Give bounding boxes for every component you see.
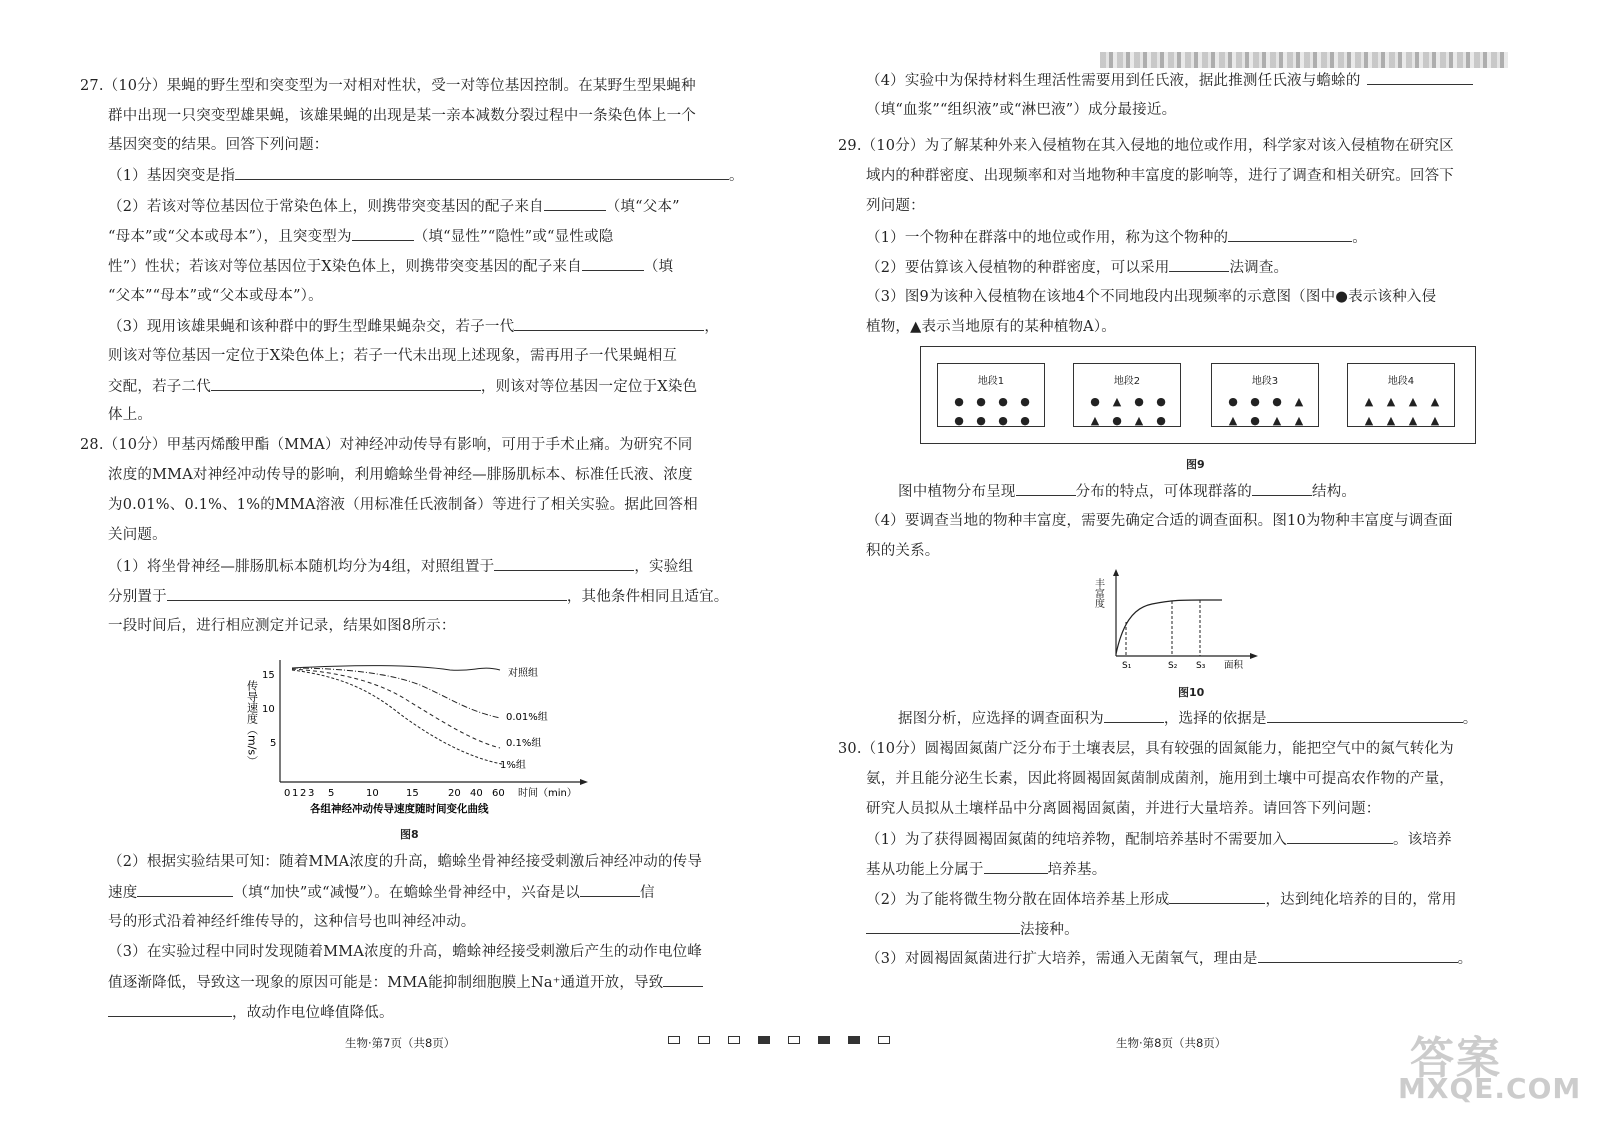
q27-sub3-line2: 则该对等位基因一定位于X染色体上；若子一代未出现上述现象，需再用子一代果蝇相互: [108, 348, 678, 364]
answer-blank[interactable]: [1104, 708, 1164, 723]
answer-blank[interactable]: [1267, 708, 1463, 723]
q28-stem-line1: 28.（10分）甲基丙烯酸甲酯（MMA）对神经冲动传导有影响，可用于手术止痛。为研究不同: [80, 437, 693, 453]
answer-blank[interactable]: [580, 882, 640, 897]
q30-sub1-end2: 培养基。: [1047, 862, 1107, 878]
native-plant-triangle: ▲: [1228, 414, 1238, 427]
q30-sub1-text1: （1）为了获得圆褐固氮菌的纯培养物，配制培养基时不需要加入: [866, 832, 1288, 848]
fig8-ytick: 5: [270, 738, 277, 749]
answer-blank[interactable]: [235, 165, 729, 180]
fig8-xtick: 10: [366, 788, 379, 799]
q27-sub3-line1: [108, 316, 719, 337]
q27-sub2-end2: （填“显性”“隐性”或“显性或隐: [413, 229, 614, 245]
q27-sub3-end3: ，则该对等位基因一定位于X染色: [480, 379, 698, 395]
native-plant-triangle: ▲: [1408, 414, 1418, 427]
answer-blank[interactable]: [494, 556, 634, 571]
invasive-plant-dot: ●: [1020, 395, 1030, 408]
q30-sub3: [866, 948, 1472, 969]
q28-sub3-line3: [108, 1002, 394, 1023]
q27-stem-line2: 群中出现一只突变型雄果蝇，该雄果蝇的出现是某一亲本减数分裂过程中一条染色体上一个: [108, 108, 696, 124]
q28-sub4-line2: （填“血浆”“组织液”或“淋巴液”）成分最接近。: [866, 102, 1177, 118]
fig8-xtick: 3: [308, 788, 315, 799]
q29-sub4-line2: 积的关系。: [866, 543, 940, 559]
invasive-plant-dot: ●: [1156, 414, 1166, 427]
q29-sub3-line3: [898, 481, 1356, 502]
q28-sub3-end3: ，故动作电位峰值降低。: [232, 1005, 394, 1021]
native-plant-triangle: ▲: [1134, 414, 1144, 427]
figure-9: [920, 346, 1476, 444]
q29-sub4-mid3: ，选择的依据是: [1163, 711, 1267, 727]
q30-sub1-line1: [866, 829, 1452, 850]
q29-sub1-end: 。: [1352, 230, 1367, 246]
native-plant-triangle: ▲: [1430, 395, 1440, 408]
q27-sub2-text3: 性”）性状；若该对等位基因位于X染色体上，则携带突变基因的配子来自: [108, 259, 582, 275]
q29-sub3-text3: 图中植物分布呈现: [898, 484, 1016, 500]
page-marker: [728, 1036, 740, 1044]
q27-sub2-text2: “母本”或“父本或母本”），且突变型为: [108, 229, 352, 245]
fig8-label: 图8: [400, 828, 419, 841]
invasive-plant-dot: ●: [1228, 395, 1238, 408]
page-footer-8: 生物·第8页（共8页）: [1116, 1036, 1227, 1050]
q29-stem-line2: 域内的种群密度、出现频率和对当地物种丰富度的影响等，进行了调查和相关研究。回答下: [866, 168, 1454, 184]
q27-sub2-end3: （填: [643, 259, 674, 275]
fig10-tick: S₃: [1196, 661, 1206, 671]
page-marker: [818, 1036, 830, 1044]
q27-sub3-line4: 体上。: [108, 407, 153, 423]
fig10-tick: S₁: [1122, 661, 1132, 671]
top-noise-strip: [1100, 52, 1508, 68]
q27-sub1: [108, 165, 744, 186]
q29-sub2: [866, 257, 1288, 278]
fig8-xtick: 5: [328, 788, 335, 799]
q30-sub3-end: 。: [1457, 951, 1473, 967]
answer-blank[interactable]: [663, 972, 703, 987]
fig8-xtick: 20: [448, 788, 461, 799]
q27-sub2-line3: [108, 256, 673, 277]
figure-10-chart: [1092, 566, 1272, 676]
q28-sub3-text2: 值逐渐降低，导致这一现象的原因可能是：MMA能抑制细胞膜上Na⁺通道开放，导致: [108, 975, 664, 991]
q27-sub3-line3: [108, 376, 697, 397]
q30-sub2-text1: （2）为了能将微生物分散在固体培养基上形成: [866, 892, 1170, 908]
invasive-plant-dot: ●: [954, 395, 964, 408]
q30-sub2-end1: ，达到纯化培养的目的，常用: [1265, 892, 1457, 908]
native-plant-triangle: ▲: [1364, 414, 1374, 427]
q28-sub1-end2: ，其他条件相同且适宜。: [566, 589, 729, 605]
q30-sub2-end2: 法接种。: [1020, 922, 1079, 938]
fig8-xtick: 15: [406, 788, 419, 799]
q28-sub1-line1: [108, 556, 693, 577]
fig9-segment-label: 地段3: [1251, 376, 1279, 387]
fig8-series-label: 0.01%组: [506, 712, 548, 723]
invasive-plant-dot: ●: [998, 414, 1008, 427]
q28-sub2-line2: [108, 882, 655, 903]
q27-sub2-text1: （2）若该对等位基因位于常染色体上，则携带突变基因的配子来自: [108, 199, 544, 215]
fig9-segment-label: 地段4: [1387, 376, 1415, 387]
fig8-ylabel: 传导速度（m/s）: [245, 680, 259, 767]
q28-sub3-line2: [108, 972, 703, 993]
answer-blank[interactable]: [352, 226, 414, 241]
invasive-plant-dot: ●: [1250, 414, 1260, 427]
q28-sub3-line1: （3）在实验过程中同时发现随着MMA浓度的升高，蟾蜍神经接受刺激后产生的动作电位峰: [108, 944, 703, 960]
native-plant-triangle: ▲: [1294, 395, 1304, 408]
fig9-segment: [1347, 363, 1455, 427]
page-marker: [698, 1036, 710, 1044]
q27-sub3-text1: （3）现用该雄果蝇和该种群中的野生型雌果蝇杂交，若子一代: [108, 319, 515, 335]
q29-stem-line1: 29.（10分）为了解某种外来入侵植物在其入侵地的地位或作用，科学家对该入侵植物在研究区: [838, 138, 1454, 154]
native-plant-triangle: ▲: [1364, 395, 1374, 408]
fig8-series-label: 0.1%组: [506, 738, 542, 749]
fig9-marks: [948, 390, 1036, 428]
q27-stem-line3: 基因突变的结果。回答下列问题：: [108, 137, 329, 153]
fig8-series-label: 对照组: [508, 668, 538, 679]
fig10-ylabel: 丰富度: [1092, 578, 1104, 608]
watermark-url: MXQE.COM: [1398, 1072, 1582, 1105]
fig8-curve-01: [292, 669, 500, 748]
fig9-segment-label: 地段2: [1113, 376, 1141, 387]
q29-sub1: [866, 227, 1367, 248]
page-marker: [758, 1036, 770, 1044]
fig9-segment-label: 地段1: [977, 376, 1005, 387]
q27-sub3-end1: ，: [704, 319, 720, 335]
fig8-xtick: 0: [284, 788, 291, 799]
fig8-curve-1: [292, 670, 502, 764]
q29-stem-line3: 列问题：: [866, 198, 925, 214]
native-plant-triangle: ▲: [1408, 395, 1418, 408]
watermark-logo: 答案: [1410, 1033, 1502, 1084]
fig8-series-label: 1%组: [500, 760, 526, 771]
answer-blank[interactable]: [544, 196, 606, 211]
q29-sub1-text: （1）一个物种在群落中的地位或作用，称为这个物种的: [866, 230, 1229, 246]
q29-sub3-line1: （3）图9为该种入侵植物在该地4个不同地段内出现频率的示意图（图中●表示该种入侵: [866, 289, 1437, 305]
q30-stem-line3: 研究人员拟从土壤样品中分离圆褐固氮菌，并进行大量培养。请回答下列问题：: [866, 801, 1381, 817]
q27-sub2-line2: [108, 226, 613, 247]
q30-sub3-text: （3）对圆褐固氮菌进行扩大培养，需通入无菌氧气，理由是: [866, 951, 1258, 967]
native-plant-triangle: ▲: [1112, 395, 1122, 408]
native-plant-triangle: ▲: [1386, 414, 1396, 427]
q28-stem-line4: 关问题。: [108, 527, 167, 543]
fig9-segment: [1211, 363, 1319, 427]
fig10-x-arrow: [1250, 653, 1258, 659]
fig9-marks: [1222, 390, 1310, 428]
q29-sub2-text: （2）要估算该入侵植物的种群密度，可以采用: [866, 260, 1170, 276]
page-marker: [878, 1036, 890, 1044]
q28-sub2-line1: （2）根据实验结果可知：随着MMA浓度的升高，蟾蜍坐骨神经接受刺激后神经冲动的传导: [108, 854, 703, 870]
fig9-marks: [1084, 390, 1172, 428]
fig8-ytick: 10: [262, 704, 275, 715]
q28-sub4-text1: （4）实验中为保持材料生理活性需要用到任氏液，据此推测任氏液与蟾蜍的: [866, 73, 1361, 89]
q30-sub1-text2: 基从功能上分属于: [866, 862, 984, 878]
page-marker: [848, 1036, 860, 1044]
q27-stem-line1: 27.（10分）果蝇的野生型和突变型为一对相对性状，受一对等位基因控制。在某野生型果蝇种: [80, 78, 696, 94]
invasive-plant-dot: ●: [998, 395, 1008, 408]
fig8-ytick: 15: [262, 670, 275, 681]
invasive-plant-dot: ●: [1250, 395, 1260, 408]
q30-sub2-line2: [866, 919, 1079, 940]
q29-sub4-line3: [898, 708, 1477, 729]
answer-blank[interactable]: [1287, 829, 1393, 844]
fig8-x-arrow: [580, 779, 588, 785]
fig9-segment: [937, 363, 1045, 427]
fig9-label: 图9: [1186, 458, 1205, 471]
invasive-plant-dot: ●: [1272, 395, 1282, 408]
answer-blank[interactable]: [211, 376, 481, 391]
q30-sub2-line1: [866, 889, 1457, 910]
q30-sub1-end1: 。该培养: [1393, 832, 1452, 848]
fig10-label: 图10: [1178, 686, 1205, 699]
answer-blank[interactable]: [514, 316, 704, 331]
q28-sub2-line3: 号的形式沿着神经纤维传导的，这种信号也叫神经冲动。: [108, 914, 476, 930]
fig8-curve-control: [292, 666, 500, 671]
fig9-segment: [1073, 363, 1181, 427]
fig9-marks: [1358, 390, 1446, 428]
answer-blank[interactable]: [1252, 481, 1312, 496]
answer-blank[interactable]: [108, 1002, 232, 1017]
native-plant-triangle: ▲: [1430, 414, 1440, 427]
q28-sub4-line1: [866, 70, 1473, 91]
answer-blank[interactable]: [1258, 948, 1458, 963]
q27-sub1-text: （1）基因突变是指: [108, 168, 236, 184]
q28-sub1-line2: [108, 586, 729, 607]
invasive-plant-dot: ●: [954, 414, 964, 427]
q29-sub3-line2: 植物，▲表示当地原有的某种植物A）。: [866, 319, 1116, 335]
q27-sub2-end1: （填“父本”: [605, 199, 680, 215]
q30-stem-line1: 30.（10分）圆褐固氮菌广泛分布于土壤表层，具有较强的固氮能力，能把空气中的氮气转化为: [838, 741, 1454, 757]
q28-sub1-text2: 分别置于: [108, 589, 167, 605]
fig10-tick: S₂: [1168, 661, 1178, 671]
invasive-plant-dot: ●: [976, 395, 986, 408]
q28-sub1-text1: （1）将坐骨神经—腓肠肌标本随机均分为4组，对照组置于: [108, 559, 495, 575]
q29-sub3-end3: 结构。: [1312, 484, 1357, 500]
q28-sub2-text2: 速度: [108, 885, 138, 901]
page-marker: [788, 1036, 800, 1044]
q27-sub1-end: 。: [729, 168, 744, 184]
q29-sub3-mid3: 分布的特点，可体现群落的: [1075, 484, 1253, 500]
q28-sub2-end2: 信: [640, 885, 655, 901]
q27-sub2-line4: “父本”“母本”或“父本或母本”）。: [108, 288, 323, 304]
q29-sub4-line1: （4）要调查当地的物种丰富度，需要先确定合适的调查面积。图10为物种丰富度与调查面: [866, 513, 1453, 529]
native-plant-triangle: ▲: [1294, 414, 1304, 427]
native-plant-triangle: ▲: [1272, 414, 1282, 427]
fig8-xtick: 60: [492, 788, 505, 799]
q27-sub2-line1: [108, 196, 680, 217]
fig10-y-arrow: [1113, 569, 1119, 576]
fig10-curve: [1116, 600, 1222, 654]
answer-blank[interactable]: [1228, 227, 1352, 242]
answer-blank[interactable]: [1367, 70, 1473, 85]
answer-blank[interactable]: [167, 586, 567, 601]
fig10-xlabel: 面积: [1224, 660, 1244, 671]
figure-8-chart: [240, 640, 600, 840]
q29-sub4-text3: 据图分析，应选择的调查面积为: [898, 711, 1104, 727]
invasive-plant-dot: ●: [1134, 395, 1144, 408]
fig8-xtick: 40: [470, 788, 483, 799]
page-marker: [668, 1036, 680, 1044]
q28-stem-line2: 浓度的MMA对神经冲动传导的影响，利用蟾蜍坐骨神经—腓肠肌标本、标准任氏液、浓度: [108, 467, 693, 483]
native-plant-triangle: ▲: [1090, 414, 1100, 427]
answer-blank[interactable]: [1016, 481, 1076, 496]
invasive-plant-dot: ●: [1090, 395, 1100, 408]
q29-sub2-end: 法调查。: [1229, 260, 1289, 276]
q29-sub4-end3: 。: [1462, 711, 1478, 727]
fig8-xlabel: 时间（min）: [518, 788, 577, 799]
invasive-plant-dot: ●: [1112, 414, 1122, 427]
fig8-xtick: 1: [292, 788, 299, 799]
answer-blank[interactable]: [582, 256, 644, 271]
q30-stem-line2: 氨，并且能分泌生长素，因此将圆褐固氮菌制成菌剂，施用到土壤中可提高农作物的产量，: [866, 771, 1454, 787]
answer-blank[interactable]: [1169, 257, 1229, 272]
answer-blank[interactable]: [866, 919, 1020, 934]
fig8-caption: 各组神经冲动传导速度随时间变化曲线: [310, 803, 489, 815]
native-plant-triangle: ▲: [1386, 395, 1396, 408]
q30-sub1-line2: [866, 859, 1106, 880]
invasive-plant-dot: ●: [976, 414, 986, 427]
fig8-xtick: 2: [300, 788, 307, 799]
q28-sub2-mid2: （填“加快”或“减慢”）。在蟾蜍坐骨神经中，兴奋是以: [233, 885, 581, 901]
invasive-plant-dot: ●: [1020, 414, 1030, 427]
page-footer-7: 生物·第7页（共8页）: [345, 1036, 456, 1050]
q28-sub1-line3: 一段时间后，进行相应测定并记录，结果如图8所示：: [108, 618, 456, 634]
q27-sub3-text3: 交配，若子二代: [108, 379, 211, 395]
answer-blank[interactable]: [984, 859, 1048, 874]
answer-blank[interactable]: [137, 882, 233, 897]
q28-stem-line3: 为0.01%、0.1%、1%的MMA溶液（用标准任氏液制备）等进行了相关实验。据此回答相: [108, 497, 698, 513]
invasive-plant-dot: ●: [1156, 395, 1166, 408]
answer-blank[interactable]: [1169, 889, 1265, 904]
q28-sub1-end1: ，实验组: [634, 559, 694, 575]
